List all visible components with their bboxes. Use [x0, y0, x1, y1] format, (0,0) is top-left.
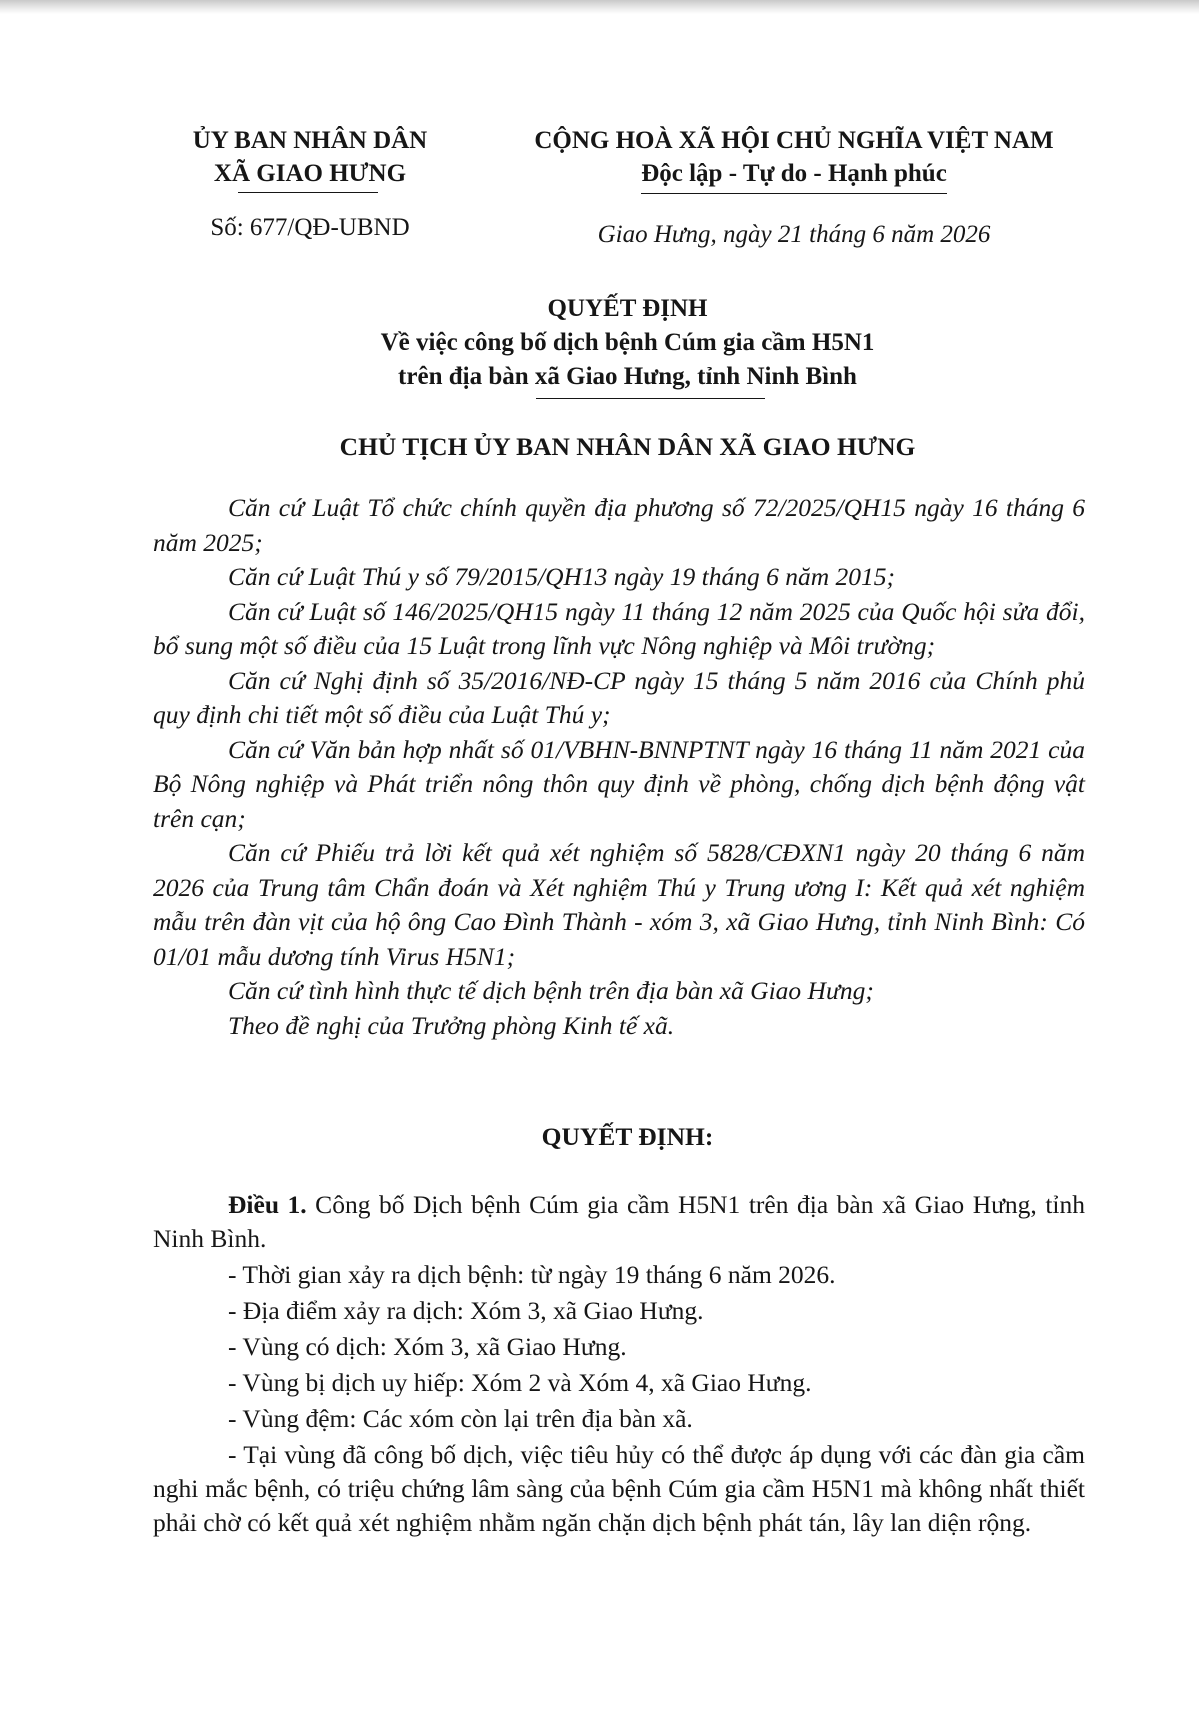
document-number: Số: 677/QĐ-UBND	[210, 214, 410, 241]
basis-item: Căn cứ Nghị định số 35/2016/NĐ-CP ngày 15 tháng 5 năm 2016 của Chính phủ quy định chi tiết một số điều của Luật Thú y;	[153, 665, 1085, 729]
basis-item: Căn cứ Văn bản hợp nhất số 01/VBHN-BNNPTNT ngày 16 tháng 11 năm 2021 của Bộ Nông nghiệp và Phát triển nông thôn quy định về phòng, chống dịch bệnh động vật trên cạn;	[153, 734, 1085, 833]
article-1-item: - Tại vùng đã công bố dịch, việc tiêu hủy có thể được áp dụng với các đàn gia cầm nghi mắc bệnh, có triệu chứng lâm sàng của bệnh Cúm gia cầm H5N1 mà không nhất thiết phải chờ có kết quả xét nghiệm nhằm ngăn chặn dịch bệnh phát tán, lây lan diện rộng.	[153, 1440, 1085, 1537]
article-1-label: Điều 1.	[228, 1190, 307, 1219]
article-1-item: - Vùng có dịch: Xóm 3, xã Giao Hưng.	[228, 1332, 627, 1361]
article-1-item: - Địa điểm xảy ra dịch: Xóm 3, xã Giao Hưng.	[228, 1296, 704, 1325]
article-1-lead	[153, 1188, 1085, 1256]
article-1-item: - Vùng đệm: Các xóm còn lại trên địa bàn xã.	[228, 1404, 693, 1433]
basis-item: Căn cứ Phiếu trả lời kết quả xét nghiệm số 5828/CĐXN1 ngày 20 tháng 6 năm 2026 của Trung tâm Chẩn đoán và Xét nghiệm Thú y Trung ương I: Kết quả xét nghiệm mẫu trên đàn vịt của hộ ông Cao Đình Thành - xóm 3, xã Giao Hưng, tỉnh Ninh Bình: Có 01/01 mẫu dương tính Virus H5N1;	[153, 838, 1085, 971]
basis-item: Căn cứ Luật Thú y số 79/2015/QH13 ngày 19 tháng 6 năm 2015;	[228, 562, 895, 591]
document-date: Giao Hưng, ngày 21 tháng 6 năm 2026	[597, 221, 991, 248]
article-1-text: Công bố Dịch bệnh Cúm gia cầm H5N1 trên địa bàn xã Giao Hưng, tỉnh Ninh Bình.	[153, 1190, 1085, 1253]
issuer-title: CHỦ TỊCH ỦY BAN NHÂN DÂN XÃ GIAO HƯNG	[339, 432, 916, 461]
legal-basis	[153, 491, 1085, 1043]
basis-item: Theo đề nghị của Trưởng phòng Kinh tế xã.	[228, 1010, 675, 1040]
article-1	[153, 1188, 1085, 1540]
decision-heading: QUYẾT ĐỊNH:	[541, 1122, 714, 1151]
national-motto: Độc lập - Tự do - Hạnh phúc	[641, 157, 947, 190]
article-1-item: - Thời gian xảy ra dịch bệnh: từ ngày 19 tháng 6 năm 2026.	[228, 1260, 836, 1289]
document-type-heading: QUYẾT ĐỊNH	[547, 295, 708, 322]
agency-line-1: ỦY BAN NHÂN DÂN	[192, 127, 428, 154]
document-subject	[155, 326, 1100, 394]
basis-item: Căn cứ Luật số 146/2025/QH15 ngày 11 tháng 12 năm 2025 của Quốc hội sửa đổi, bổ sung một số điều của 15 Luật trong lĩnh vực Nông nghiệp và Môi trường;	[153, 596, 1085, 660]
agency-line-2: XÃ GIAO HƯNG	[214, 157, 406, 190]
national-header	[488, 124, 1100, 190]
subject-line-1: Về việc công bố dịch bệnh Cúm gia cầm H5N1	[380, 329, 875, 356]
basis-item: Căn cứ Luật Tổ chức chính quyền địa phương số 72/2025/QH15 ngày 16 tháng 6 năm 2025;	[153, 493, 1085, 557]
republic-name: CỘNG HOÀ XÃ HỘI CHỦ NGHĨA VIỆT NAM	[534, 127, 1054, 154]
article-1-item: - Vùng bị dịch uy hiếp: Xóm 2 và Xóm 4, xã Giao Hưng.	[228, 1368, 812, 1397]
issuing-agency	[160, 124, 460, 190]
basis-item: Căn cứ tình hình thực tế dịch bệnh trên địa bàn xã Giao Hưng;	[228, 976, 874, 1005]
subject-line-2: trên địa bàn xã Giao Hưng, tỉnh Ninh Bình	[398, 360, 857, 394]
